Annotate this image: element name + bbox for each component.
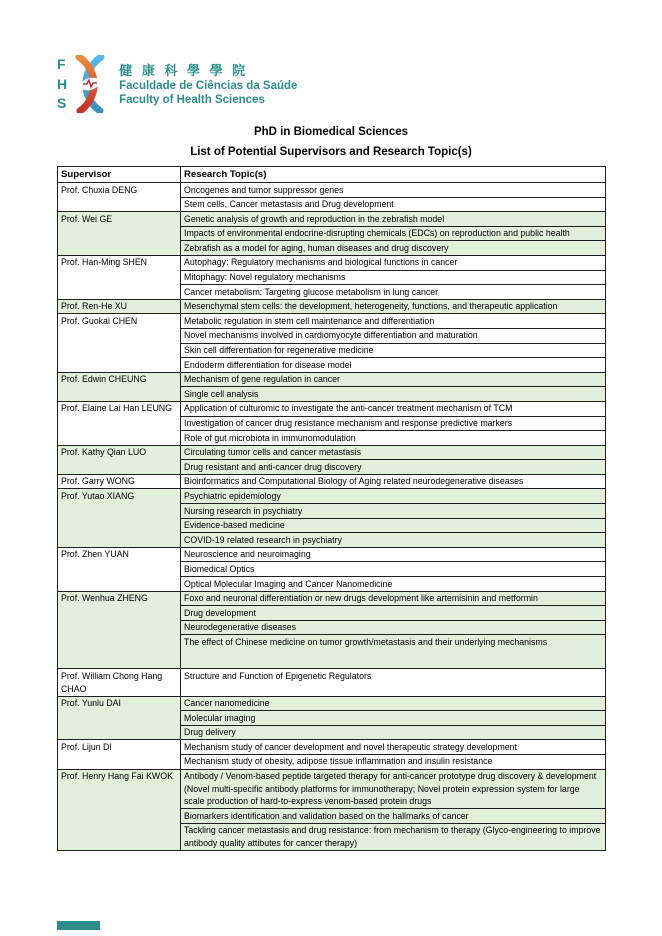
- faculty-name-block: [119, 62, 297, 107]
- topic-cell: Neurodegenerative diseases: [181, 620, 606, 635]
- topic-cell: Drug development: [181, 606, 606, 621]
- header-supervisor: Supervisor: [58, 167, 181, 183]
- table-body: [58, 183, 606, 851]
- topic-cell: Circulating tumor cells and cancer metastasis: [181, 445, 606, 460]
- table-row: [58, 696, 606, 711]
- title-programme: PhD in Biomedical Sciences: [253, 126, 409, 138]
- supervisor-cell: Prof. Ren-He XU: [58, 299, 181, 314]
- table-row: [58, 212, 606, 227]
- table-row: [58, 372, 606, 387]
- table-row: [58, 314, 606, 329]
- table-row: [58, 474, 606, 489]
- table-row: [58, 445, 606, 460]
- faculty-name-english: Faculty of Health Sciences: [119, 93, 265, 106]
- fhs-letter-h: H: [57, 75, 68, 92]
- topic-cell: Biomarkers identification and validation based on the hallmarks of cancer: [181, 809, 606, 824]
- supervisor-cell: Prof. Yunlu DAI: [58, 696, 181, 740]
- topic-cell: Neuroscience and neuroimaging: [181, 547, 606, 562]
- supervisor-cell: Prof. Wei GE: [58, 212, 181, 256]
- topic-cell: Drug delivery: [181, 725, 606, 740]
- table-row: [58, 489, 606, 504]
- topic-cell: Autophagy: Regulatory mechanisms and biological functions in cancer: [181, 255, 606, 270]
- topic-cell: Antibody / Venom-based peptide targeted therapy for anti-cancer prototype drug discovery & development (Novel multi-specific antibody platforms for immunotherapy; Novel protein expression system for large scale production of hard-to-express venom-based protein drugs: [181, 769, 606, 809]
- header-research-topics: Research Topic(s): [181, 167, 606, 183]
- topic-cell: Zebrafish as a model for aging, human diseases and drug discovery: [181, 241, 606, 256]
- topic-cell: Metabolic regulation in stem cell maintenance and differentiation: [181, 314, 606, 329]
- topic-cell: Mechanism study of cancer development and novel therapeutic strategy development: [181, 740, 606, 755]
- topic-cell: Oncogenes and tumor suppressor genes: [181, 183, 606, 198]
- fhs-logo: [57, 55, 297, 113]
- topic-cell: Cancer metabolism: Targeting glucose metabolism in lung cancer: [181, 285, 606, 300]
- topic-cell: Drug resistant and anti-cancer drug discovery: [181, 460, 606, 475]
- supervisors-table: [57, 166, 606, 851]
- topic-cell: Skin cell differentiation for regenerative medicine: [181, 343, 606, 358]
- topic-cell: Mechanism of gene regulation in cancer: [181, 372, 606, 387]
- supervisor-cell: Prof. Garry WONG: [58, 474, 181, 489]
- topic-cell: Optical Molecular Imaging and Cancer Nanomedicine: [181, 577, 606, 592]
- fhs-letter-s: S: [57, 95, 67, 111]
- supervisor-cell: Prof. Guokai CHEN: [58, 314, 181, 372]
- topic-cell: Mitophagy: Novel regulatory mechanisms: [181, 270, 606, 285]
- topic-cell: Role of gut microbiota in immunomodulation: [181, 431, 606, 446]
- supervisor-cell: Prof. Kathy Qian LUO: [58, 445, 181, 474]
- topic-cell: COVID-19 related research in psychiatry: [181, 533, 606, 548]
- topic-cell: Nursing research in psychiatry: [181, 504, 606, 519]
- topic-cell: Evidence-based medicine: [181, 518, 606, 533]
- topic-cell: Biomedical Optics: [181, 562, 606, 577]
- topic-cell: Impacts of environmental endocrine-disrupting chemicals (EDCs) on reproduction and public health: [181, 226, 606, 241]
- table-row: [58, 299, 606, 314]
- supervisor-cell: Prof. Elaine Lai Han LEUNG: [58, 401, 181, 445]
- document-titles: [0, 122, 662, 162]
- table-row: [58, 591, 606, 606]
- supervisor-cell: Prof. Yutao XIANG: [58, 489, 181, 547]
- topic-cell: Novel mechanisms involved in cardiomyocyte differentiation and maturation: [181, 328, 606, 343]
- supervisor-cell: Prof. Lijun DI: [58, 740, 181, 769]
- faculty-name-chinese: 健 康 科 學 學 院: [119, 62, 249, 78]
- topic-cell: Cancer nanomedicine: [181, 696, 606, 711]
- table-row: [58, 401, 606, 416]
- title-list: List of Potential Supervisors and Research Topic(s): [190, 146, 472, 158]
- topic-cell: Genetic analysis of growth and reproduction in the zebrafish model: [181, 212, 606, 227]
- topic-cell: Endoderm differentiation for disease model: [181, 358, 606, 373]
- table-row: [58, 255, 606, 270]
- footer-accent-bar: [57, 921, 100, 930]
- topic-cell: Bioinformatics and Computational Biology of Aging related neurodegenerative diseases: [181, 474, 606, 489]
- supervisor-cell: Prof. William Chong Hang CHAO: [58, 669, 181, 696]
- table-row: [58, 547, 606, 562]
- topic-cell: Mechanism study of obesity, adipose tissue inflammation and insulin resistance: [181, 754, 606, 769]
- supervisor-cell: Prof. Wenhua ZHENG: [58, 591, 181, 669]
- supervisor-cell: Prof. Edwin CHEUNG: [58, 372, 181, 401]
- supervisor-cell: Prof. Chuxia DENG: [58, 183, 181, 212]
- topic-cell: Tackling cancer metastasis and drug resistance: from mechanism to therapy (Glyco-engineering to improve antibody quality attibutes for cancer therapy): [181, 823, 606, 850]
- topic-cell: The effect of Chinese medicine on tumor growth/metastasis and their underlying mechanisms: [181, 635, 606, 669]
- table-row: [58, 740, 606, 755]
- table-row: [58, 769, 606, 809]
- topic-cell: Structure and Function of Epigenetic Regulators: [181, 669, 606, 696]
- fhs-letter-f: F: [57, 56, 66, 72]
- table-header-row: [58, 167, 606, 183]
- table-row: [58, 183, 606, 198]
- supervisor-cell: Prof. Zhen YUAN: [58, 547, 181, 591]
- topic-cell: Mesenchymal stem cells: the development, heterogeneity, functions, and therapeutic application: [181, 299, 606, 314]
- supervisor-cell: Prof. Henry Hang Fai KWOK: [58, 769, 181, 851]
- topic-cell: Psychiatric epidemiology: [181, 489, 606, 504]
- topic-cell: Molecular imaging: [181, 711, 606, 726]
- topic-cell: Application of culturomic to investigate the anti-cancer treatment mechanism of TCM: [181, 401, 606, 416]
- fhs-acronym: [57, 57, 67, 111]
- topic-cell: Foxo and neuronal differentiation or new drugs development like artemisinin and metformin: [181, 591, 606, 606]
- supervisor-cell: Prof. Han-Ming SHEN: [58, 255, 181, 299]
- table-row: [58, 669, 606, 696]
- topic-cell: Single cell analysis: [181, 387, 606, 402]
- topic-cell: Stem cells, Cancer metastasis and Drug development: [181, 197, 606, 212]
- topic-cell: Investigation of cancer drug resistance mechanism and response predictive markers: [181, 416, 606, 431]
- dna-helix-icon: [69, 55, 111, 113]
- faculty-name-portuguese: Faculdade de Ciências da Saúde: [119, 79, 298, 92]
